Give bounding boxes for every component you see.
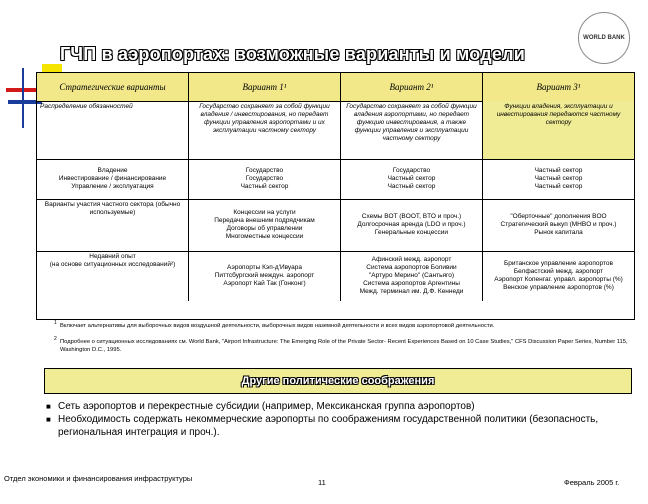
footer-date: Февраль 2005 г. [564, 478, 620, 487]
table-cell: Функции владения, эксплуатации и инвестирования передаются частному сектору [483, 101, 634, 159]
table-cell: Концессии на услуги Передача внешним подрядчикам Договоры об управлении Многоместные концессии [189, 199, 341, 251]
footnote [54, 336, 630, 354]
header-cell: Стратегические варианты [37, 73, 189, 101]
section-title: Другие политические соображения [241, 375, 435, 387]
table-cell: Схемы BOT (BOOT, BTO и проч.) Долгосрочная аренда (LDO и проч.) Генеральные концессии [341, 199, 483, 251]
page-number: 11 [318, 478, 326, 487]
logo-text: WORLD BANK [583, 34, 625, 41]
table-cell: Государство сохраняет за собой функции владения / инвестирования, но передает функции управления аэропортами и их эксплуатации частному сектору [189, 101, 341, 159]
list-item [46, 400, 636, 413]
row-label: Владение Инвестирование / финансирование Управление / эксплуатация [37, 159, 189, 199]
decor-vertical-line [22, 68, 24, 128]
footnote-number: 2 [54, 336, 57, 342]
header-cell: Вариант 2¹ [341, 73, 483, 101]
table-cell: Частный сектор Частный сектор Частный сектор [534, 167, 583, 190]
footnote-text: Включает альтернативы для выборочных видов воздушной деятельности, выборочных видов наземной деятельности и всех видов аэропортовой деятельности. [60, 323, 495, 329]
world-bank-logo [578, 12, 630, 64]
table-cell: Государство сохраняет за собой функции владения аэропортами, но передает функцию инвестирования, а также функции управления и эксплуатации частному сектору [341, 101, 483, 159]
table-cell: Государство Государство Частный сектор [189, 159, 341, 199]
bullet-icon: ■ [46, 402, 51, 411]
table-header-row [37, 73, 634, 102]
header-cell: Вариант 1¹ [189, 73, 341, 101]
comparison-table [36, 72, 635, 320]
table-row [37, 159, 634, 200]
table-cell: Британское управление аэропортов Белфастский межд. аэропорт Аэропорт Копенгаг. управл. аэропорты (%) Венское управление аэропортов (%) [494, 260, 623, 291]
row-label: Варианты участия частного сектора (обычно используемые) [37, 199, 189, 251]
list-item [46, 413, 636, 439]
row-label: Распределение обязанностей [37, 101, 189, 159]
footnote-number: 1 [54, 320, 57, 326]
section-band [44, 368, 632, 394]
footnote-text: Подробнее о ситуационных исследованиях см. World Bank, "Airport Infrastructure: The Emerging Role of the Private Sector- Recent Experiences Based on 10 Case Studies," CFS Discussion Paper Series, Number 115, Washington D.C., 1995. [60, 339, 628, 353]
table-row [37, 101, 634, 160]
table-row [37, 199, 634, 252]
table-cell: Аэропорты Кэп-д'Ивуара Питтсбургский междун. аэропорт Аэропорт Кай Так (Гонконг) [189, 251, 341, 301]
table-row [37, 251, 634, 301]
table-cell: Государство Частный сектор Частный сектор [341, 159, 483, 199]
table-cell: "Оберточные" дополнения BOO Стратегический выкуп (MHBO и проч.) Рынок капитала [500, 213, 617, 236]
footer-department: Отдел экономики и финансирования инфраструктуры [4, 474, 193, 483]
footnote [54, 320, 630, 330]
bullet-icon: ■ [46, 415, 51, 424]
bullet-list [46, 400, 636, 439]
header-cell: Вариант 3¹ [536, 82, 581, 92]
bullet-text: Сеть аэропортов и перекрестные субсидии (например, Мексиканская группа аэропортов) [58, 401, 475, 412]
bullet-text: Необходимость содержать некоммерческие аэропорты по соображениям государственной политики (безопасность, региональная интеграция и проч.). [58, 414, 599, 438]
table-cell: Афинский межд. аэропорт Система аэропортов Боливии "Артуро Мерино" (Сантьяго) Система аэропортов Аргентины Межд. терминал им. Д.Ф. Кеннеди [341, 251, 483, 301]
slide-title: ГЧП в аэропортах: возможные варианты и модели [60, 44, 526, 64]
row-label: Недавний опыт (на основе ситуационных исследований²) [37, 251, 189, 301]
